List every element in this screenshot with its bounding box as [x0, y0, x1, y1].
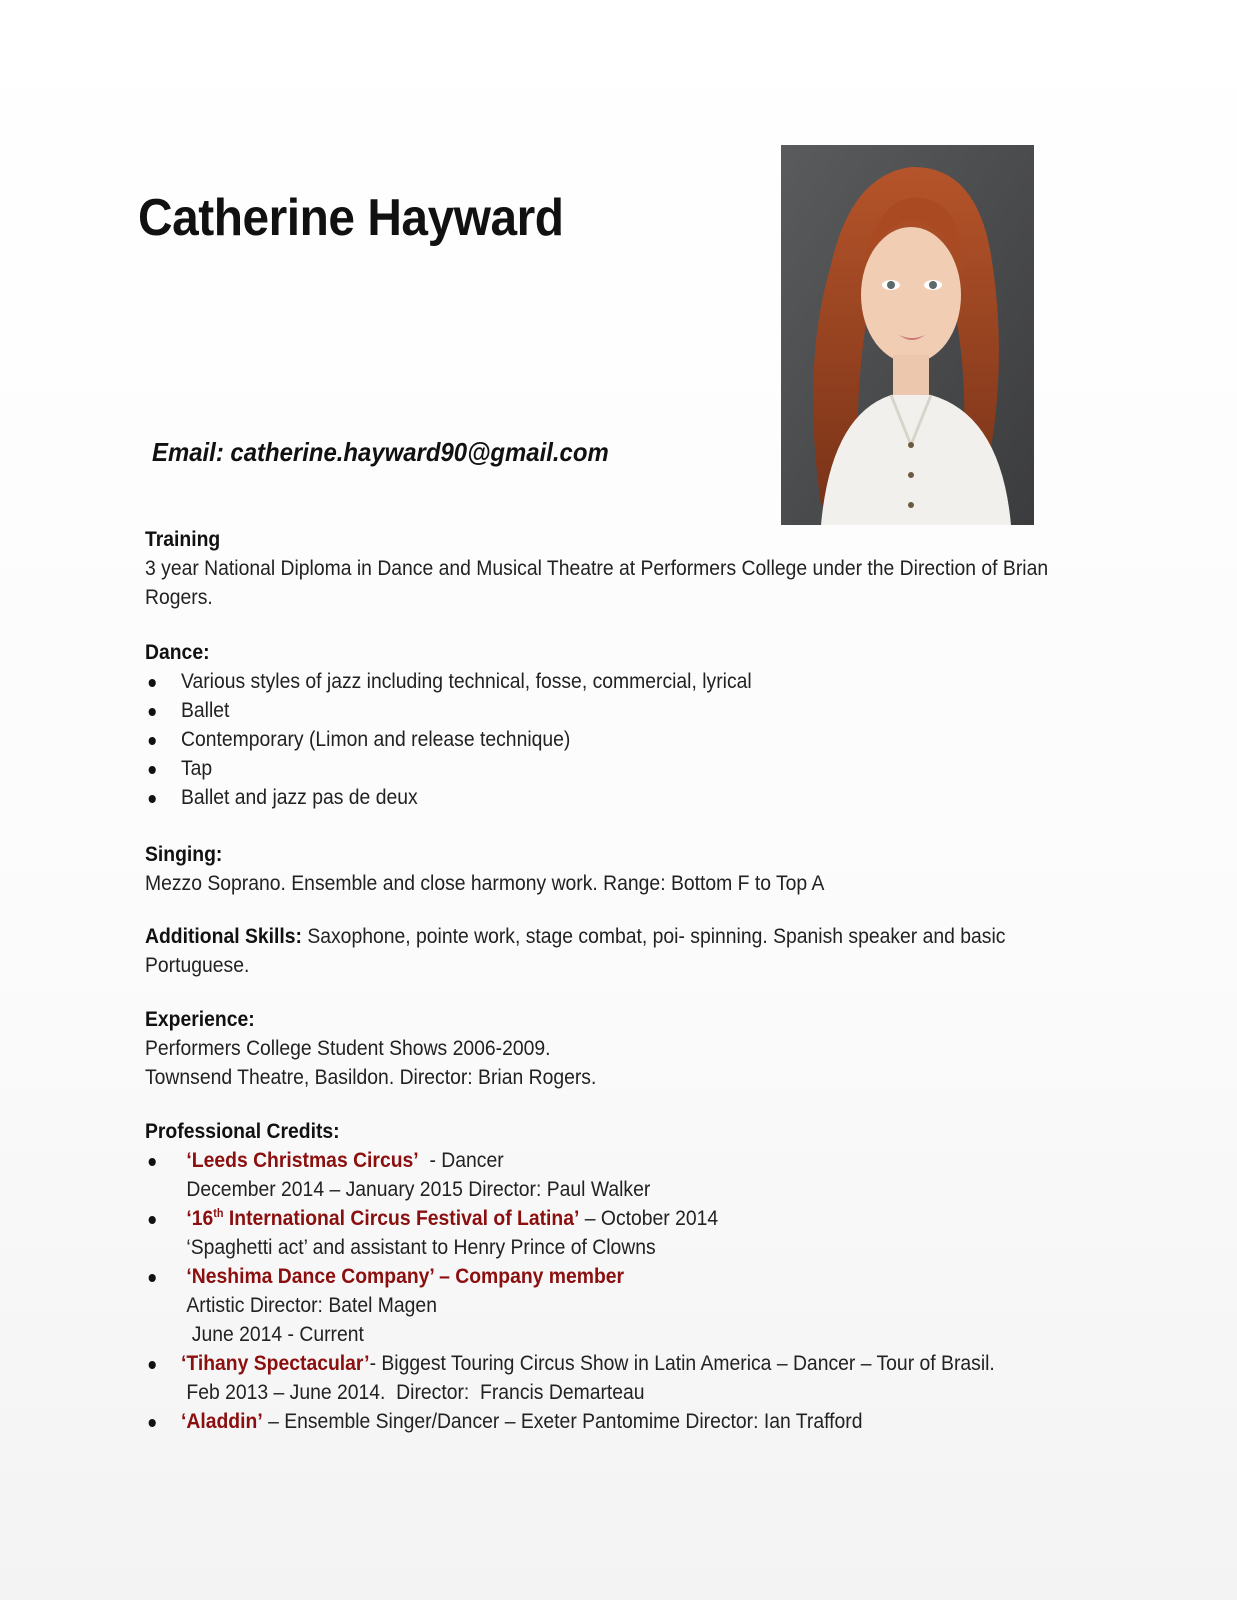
experience-section	[145, 1005, 1105, 1092]
credit-title-part: International Circus Festival of Latina’	[223, 1206, 580, 1230]
credit-item	[145, 1407, 1099, 1436]
credits-heading: Professional Credits:	[145, 1119, 340, 1143]
skills-heading: Additional Skills:	[145, 924, 302, 948]
credit-item	[145, 1146, 1099, 1204]
credit-title	[186, 1206, 579, 1230]
dance-heading: Dance:	[145, 640, 210, 664]
singing-section	[145, 840, 1105, 898]
portrait-illustration	[781, 145, 1034, 525]
credit-line: Feb 2013 – June 2014. Director: Francis Demarteau	[181, 1380, 645, 1404]
credit-title: ‘Tihany Spectacular’	[181, 1351, 370, 1375]
credit-detail: - Biggest Touring Circus Show in Latin America – Dancer – Tour of Brasil.	[369, 1351, 995, 1375]
list-item: Ballet and jazz pas de deux	[145, 783, 1099, 812]
training-section	[145, 525, 1105, 612]
credit-detail: – Ensemble Singer/Dancer – Exeter Pantomime Director: Ian Trafford	[262, 1409, 863, 1433]
credit-title-sup: th	[213, 1206, 224, 1220]
credit-item	[145, 1262, 1099, 1349]
candidate-name: Catherine Hayward	[138, 189, 564, 247]
training-text: 3 year National Diploma in Dance and Musical Theatre at Performers College under the Direction of Brian Rogers.	[145, 556, 1049, 609]
experience-heading: Experience:	[145, 1007, 255, 1031]
training-heading: Training	[145, 527, 221, 551]
skills-text: Saxophone, pointe work, stage combat, poi- spinning. Spanish speaker and basic Portuguese.	[145, 924, 1006, 977]
list-item: Tap	[145, 754, 1099, 783]
credit-title: ‘Neshima Dance Company’ – Company member	[186, 1264, 625, 1288]
email-line: Email: catherine.hayward90@gmail.com	[152, 437, 609, 467]
credit-item	[145, 1204, 1099, 1262]
list-item: Contemporary (Limon and release technique)	[145, 725, 1099, 754]
credit-title-part: ‘16	[186, 1206, 214, 1230]
credit-title: ‘Leeds Christmas Circus’	[186, 1148, 419, 1172]
singing-heading: Singing:	[145, 842, 223, 866]
singing-text: Mezzo Soprano. Ensemble and close harmony work. Range: Bottom F to Top A	[145, 871, 825, 895]
credit-line: ‘Spaghetti act’ and assistant to Henry Prince of Clowns	[186, 1235, 656, 1259]
credit-title: ‘Aladdin’	[181, 1409, 263, 1433]
credit-line: Artistic Director: Batel Magen	[186, 1293, 437, 1317]
experience-line: Townsend Theatre, Basildon. Director: Brian Rogers.	[145, 1065, 597, 1089]
dance-section	[145, 638, 1105, 812]
credit-line: June 2014 - Current	[186, 1322, 364, 1346]
experience-line: Performers College Student Shows 2006-2009.	[145, 1036, 551, 1060]
credit-item	[145, 1349, 1099, 1407]
credit-detail: - Dancer	[418, 1148, 504, 1172]
credits-section	[145, 1117, 1105, 1436]
skills-section	[145, 922, 1105, 980]
credit-line: December 2014 – January 2015 Director: Paul Walker	[186, 1177, 651, 1201]
list-item: Various styles of jazz including technical, fosse, commercial, lyrical	[145, 667, 1099, 696]
portrait-photo	[781, 145, 1034, 525]
list-item: Ballet	[145, 696, 1099, 725]
credit-detail: – October 2014	[579, 1206, 719, 1230]
